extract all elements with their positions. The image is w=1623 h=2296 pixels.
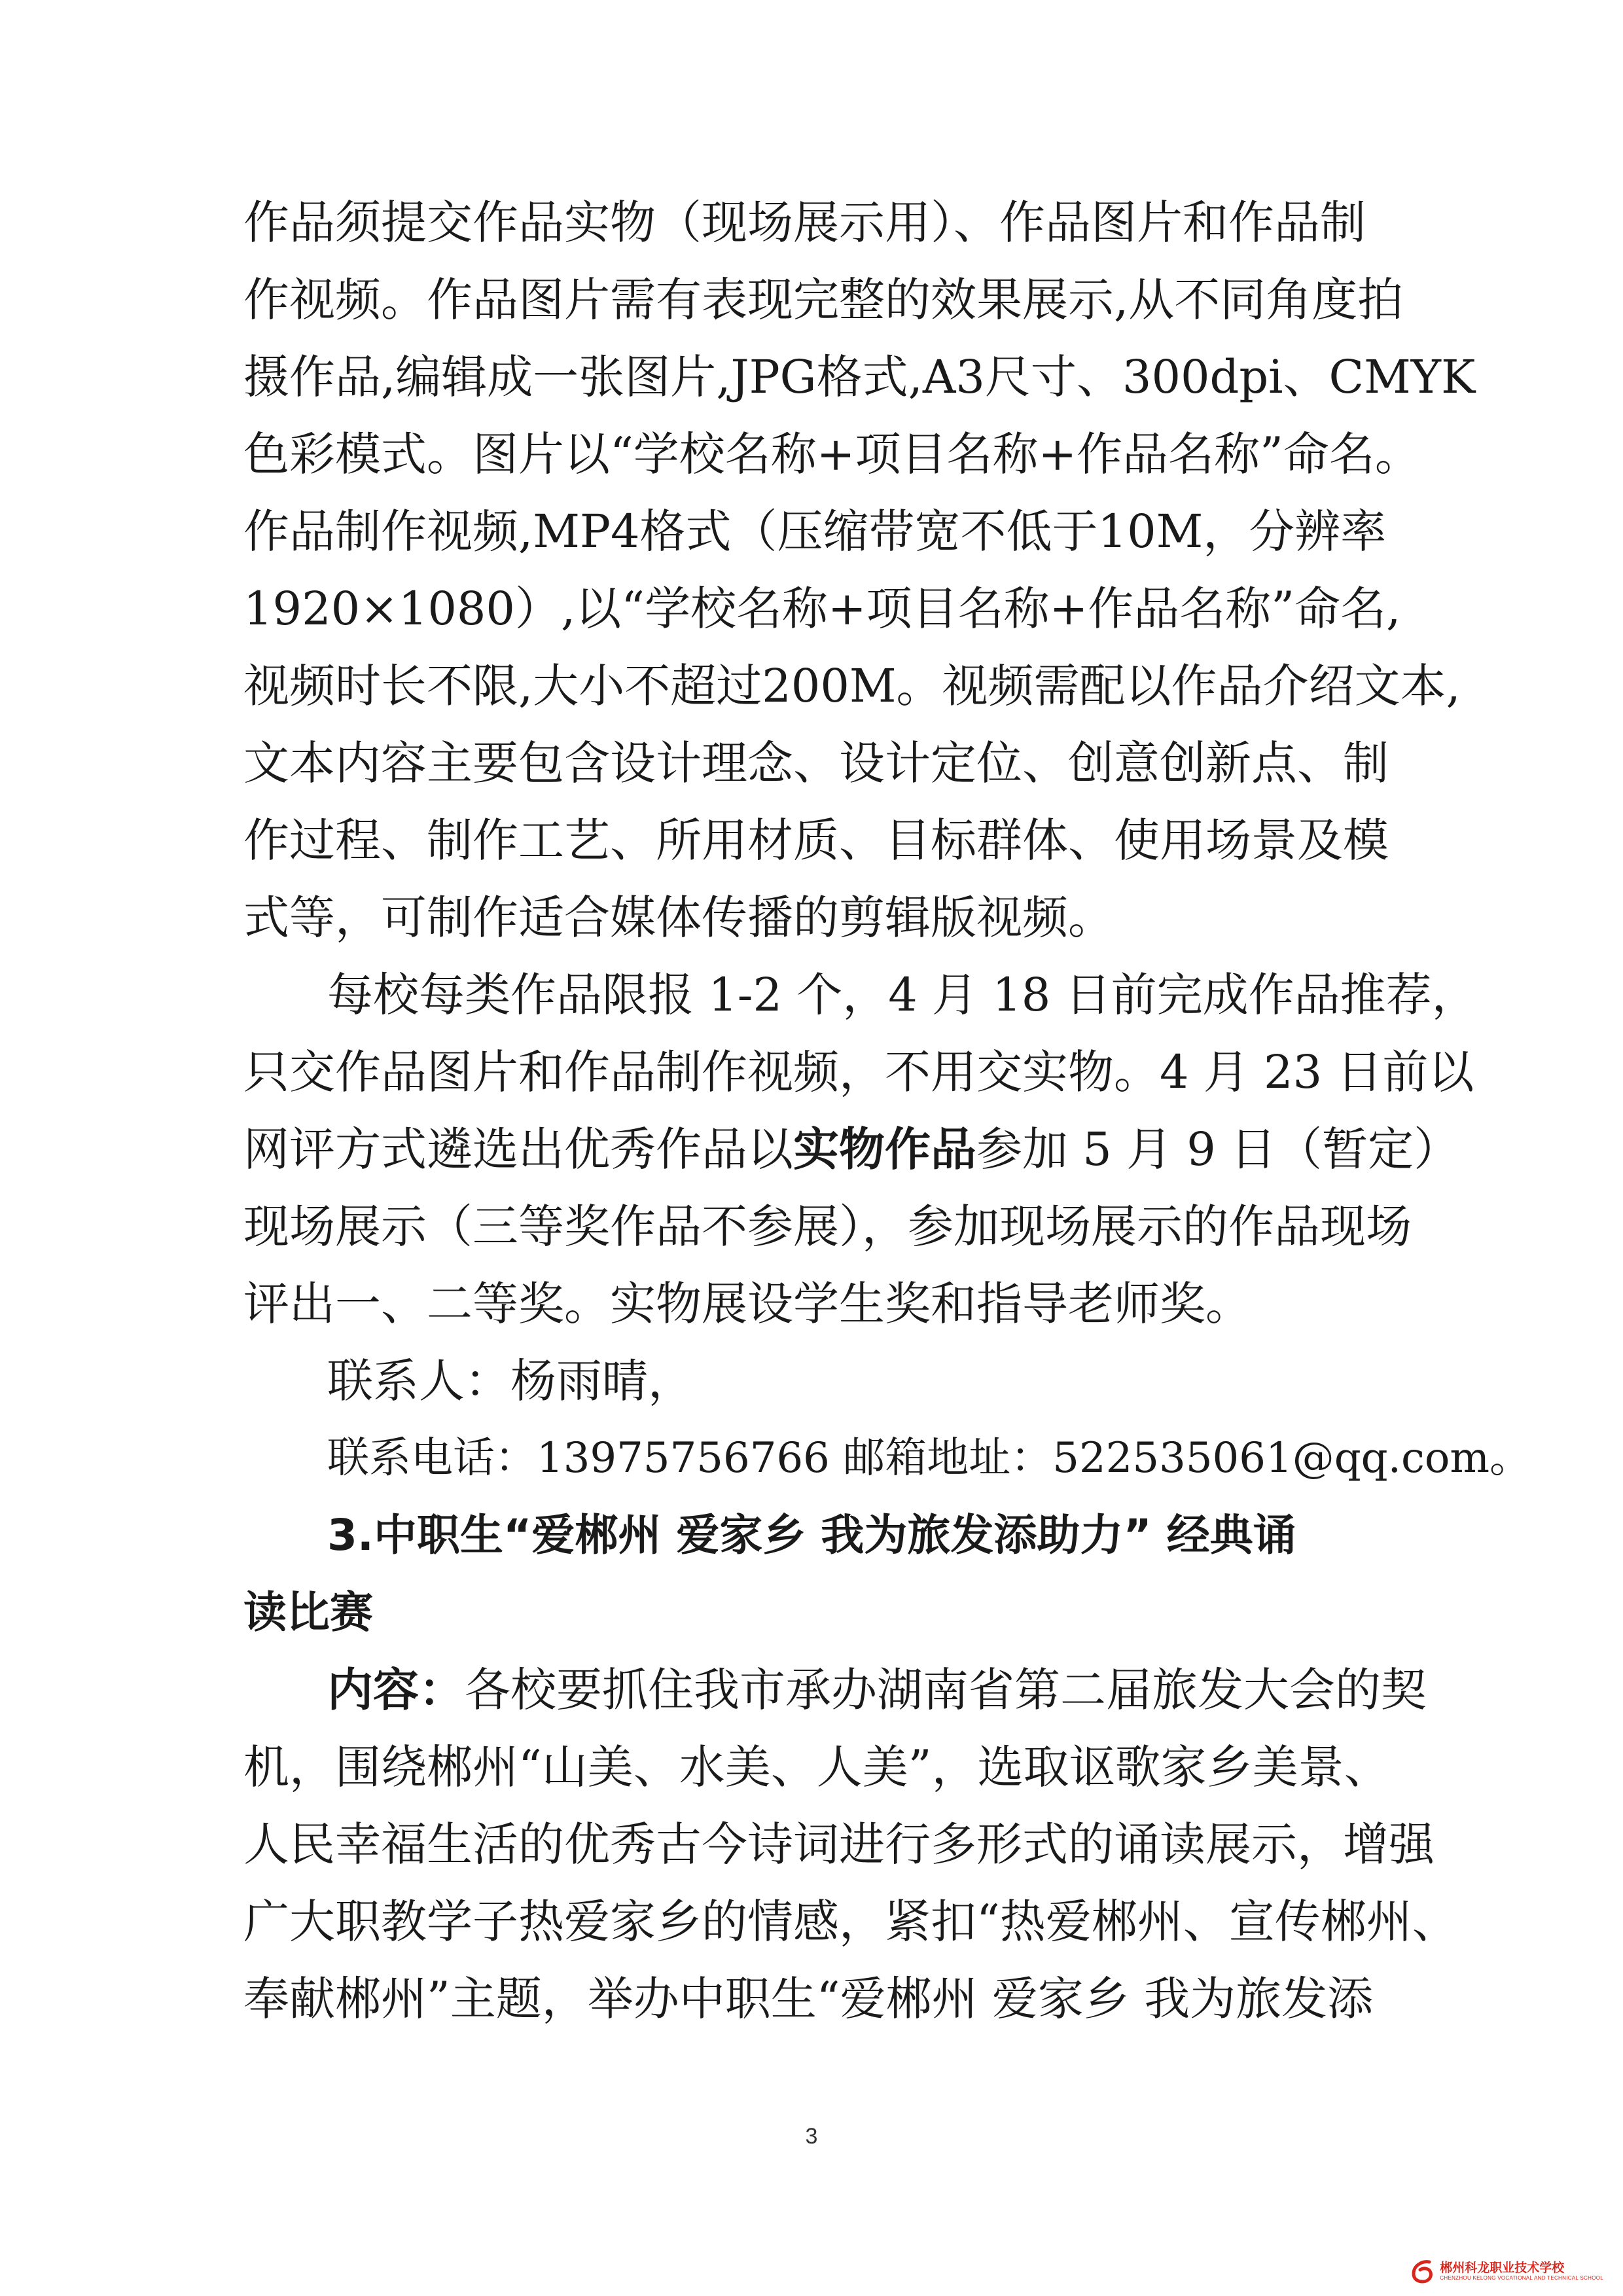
school-watermark (1410, 2258, 1603, 2284)
para2-line-5: 评出一、二等奖。实物展设学生奖和指导老师奖。 (243, 1277, 1251, 1331)
para1-line-8: 文本内容主要包含设计理念、设计定位、创意创新点、制 (243, 736, 1389, 790)
content-label: 内容： (327, 1663, 465, 1717)
section-heading-3: 3.中职生“爱郴州 爱家乡 我为旅发添助力” 经典诵 (327, 1510, 1296, 1560)
physical-works-emphasis: 实物作品 (793, 1122, 976, 1176)
para1-line-4: 色彩模式。图片以“学校名称+项目名称+作品名称”命名。 (243, 427, 1421, 481)
contact-line: 联系电话：13975756766 邮箱地址：522535061@qq.com。 (327, 1434, 1532, 1482)
para1-line-3: 摄作品,编辑成一张图片,JPG格式,A3尺寸、300dpi、CMYK (243, 350, 1476, 404)
content-line-4: 广大职教学子热爱家乡的情感，紧扣“热爱郴州、宣传郴州、 (243, 1895, 1458, 1948)
content-line-1-rest: 各校要抓住我市承办湖南省第二届旅发大会的契 (465, 1663, 1427, 1717)
para1-line-5: 作品制作视频,MP4格式（压缩带宽不低于10M，分辨率 (243, 505, 1387, 558)
para2-line-3-before: 网评方式遴选出优秀作品以 (243, 1122, 793, 1176)
para1-line-6: 1920×1080）,以“学校名称+项目名称+作品名称”命名, (243, 582, 1401, 636)
para2-line-1: 每校每类作品限报 1-2 个，4 月 18 日前完成作品推荐， (327, 968, 1478, 1022)
para2-line-3 (243, 1123, 1459, 1175)
watermark-school-name: 郴州科龙职业技术学校 (1440, 2261, 1565, 2275)
watermark-school-subtitle: CHENZHOU KELONG VOCATIONAL AND TECHNICAL SCHOOL (1440, 2275, 1603, 2281)
para2-line-4: 现场展示（三等奖作品不参展），参加现场展示的作品现场 (243, 1200, 1412, 1253)
page-number: 3 (805, 2124, 818, 2149)
para1-line-10: 式等，可制作适合媒体传播的剪辑版视频。 (243, 891, 1114, 944)
content-line-3: 人民幸福生活的优秀古今诗词进行多形式的诵读展示，增强 (243, 1818, 1435, 1871)
para1-line-7: 视频时长不限,大小不超过200M。视频需配以作品介绍文本, (243, 659, 1461, 713)
para2-line-2: 只交作品图片和作品制作视频，不用交实物。4 月 23 日前以 (243, 1045, 1474, 1099)
contact-person: 联系人：杨雨晴， (327, 1354, 694, 1408)
content-line-1 (327, 1664, 1427, 1716)
school-logo-icon (1410, 2258, 1436, 2284)
para1-line-1: 作品须提交作品实物（现场展示用）、作品图片和作品制 (243, 196, 1366, 249)
para1-line-2: 作视频。作品图片需有表现完整的效果展示,从不同角度拍 (243, 273, 1404, 327)
content-line-5: 奉献郴州”主题，举办中职生“爱郴州 爱家乡 我为旅发添 (243, 1972, 1374, 2026)
content-line-2: 机，围绕郴州“山美、水美、人美”，选取讴歌家乡美景、 (243, 1740, 1390, 1794)
para1-line-9: 作过程、制作工艺、所用材质、目标群体、使用场景及模 (243, 814, 1389, 867)
section-heading-3-cont: 读比赛 (243, 1587, 373, 1638)
para2-line-3-after: 参加 5 月 9 日（暂定） (976, 1122, 1460, 1176)
